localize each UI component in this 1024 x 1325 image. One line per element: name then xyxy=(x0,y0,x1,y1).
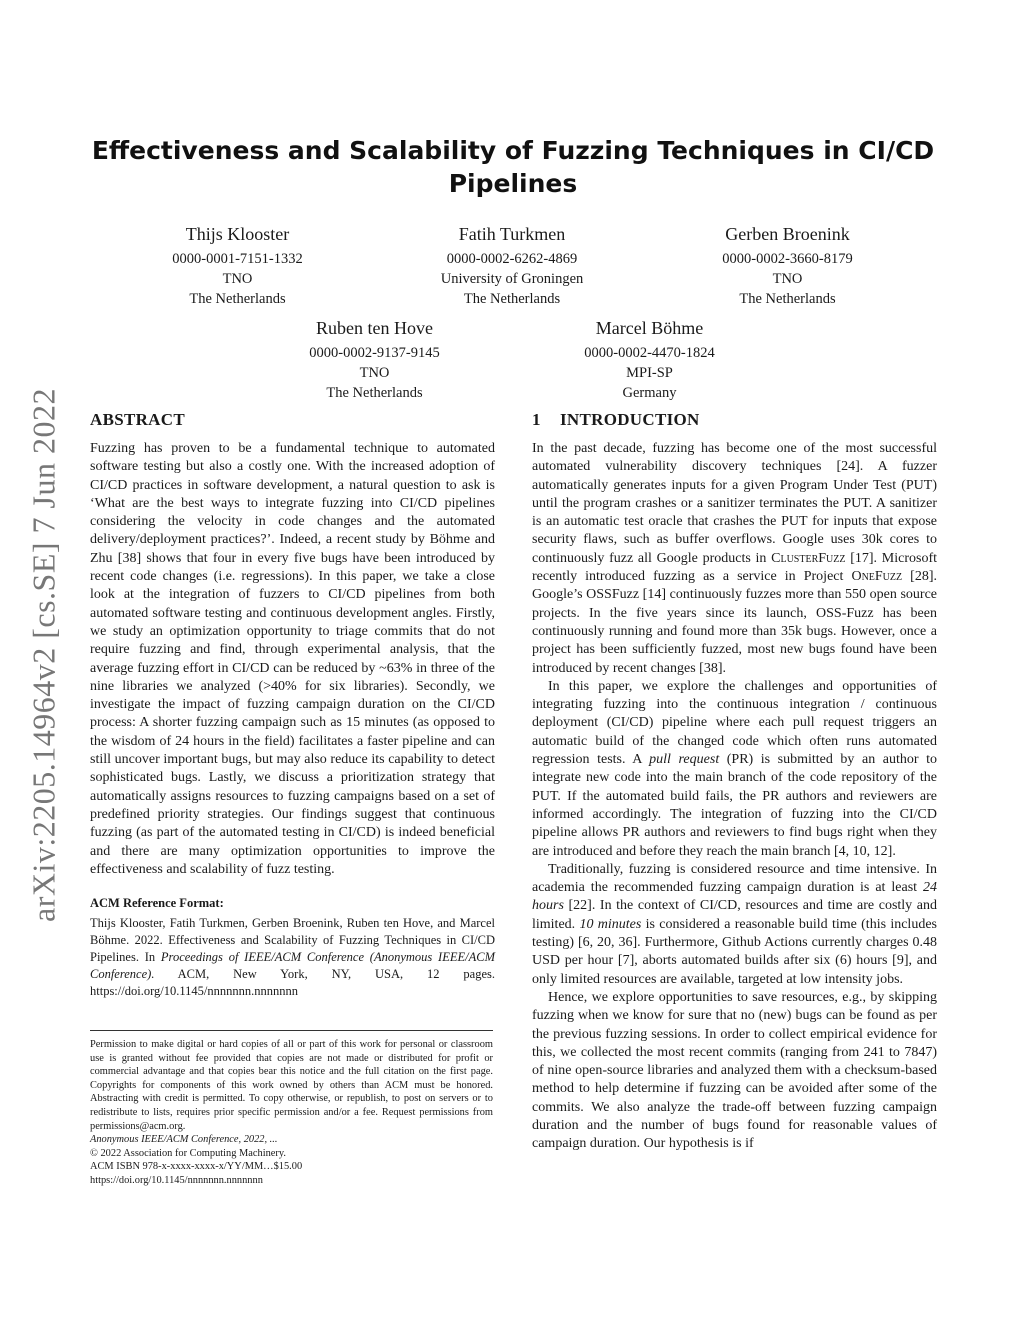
arxiv-identifier: arXiv:2205.14964v2 [cs.SE] 7 Jun 2022 xyxy=(25,387,62,923)
intro-paragraph-1: In the past decade, fuzzing has become one of the most successful automated vulnerability discovery techniques [24]. A fuzzer automatically generates inputs for a given Program Under Test (PUT) until the program crashes or a sanitizer terminates the PUT. A sanitizer is an automatic test oracle that crashes the PUT for inputs that expose security flaws, such as buffer overflows. Google uses 30k cores to continuously fuzz all Google products in ClusterFuzz [17]. Microsoft recently introduced fuzzing as a service in Project OneFuzz [28]. Google’s OSSFuzz [14] continuously fuzzes more than 550 open source projects. In the five years since its launch, OSS-Fuzz has been continuously running and found more than 35k bugs. However, once a project has been sufficiently fuzzed, most new bugs found have been introduced by recent changes [38]. xyxy=(532,441,938,676)
author-country: The Netherlands xyxy=(326,385,423,401)
doi-line: https://doi.org/10.1145/nnnnnnn.nnnnnnn xyxy=(90,1174,263,1186)
paper-title: Effectiveness and Scalability of Fuzzing Techniques in CI/CD Pipelines xyxy=(91,136,935,198)
left-column xyxy=(90,410,495,1000)
introduction-heading: 1 INTRODUCTION xyxy=(532,410,700,429)
author-block xyxy=(150,219,325,309)
intro-paragraph-3: Traditionally, fuzzing is considered resource and time intensive. In academia the recommended fuzzing campaign duration is at least 24 hours [22]. In the context of CI/CD, resources and time are costly and limited. 10 minutes is considered a reasonable build time (this includes testing) [6, 20, 36]. Furthermore, Github Actions currently charges 0.48 USD per hour [7], aborts automated builds after six (6) hours [9], and only limited resources are available, targeted at low intensity jobs. xyxy=(532,861,937,987)
arxiv-sidebar xyxy=(22,375,66,935)
right-column xyxy=(532,410,937,1154)
acm-reference-heading: ACM Reference Format: xyxy=(90,896,224,911)
author-orcid: 0000-0001-7151-1332 xyxy=(172,251,303,267)
footnote-rule xyxy=(90,1030,493,1031)
author-affiliation: TNO xyxy=(359,365,390,381)
conference-line: Anonymous IEEE/ACM Conference, 2022, ... xyxy=(90,1134,278,1146)
author-affiliation: TNO xyxy=(222,271,253,287)
author-country: The Netherlands xyxy=(739,291,836,307)
author-country: The Netherlands xyxy=(463,291,561,307)
author-block xyxy=(287,313,462,403)
abstract-text: Fuzzing has proven to be a fundamental technique to automated software testing but also a costly one. With the increased adoption of CI/CD practices in software development, a natural question to ask is ‘What are the best ways to integrate fuzzing into CI/CD pipelines considering the velocity in code changes and the automated delivery/deployment practices?’. Indeed, a recent study by Böhme and Zhu [38] shows that four in every five bugs have been introduced by recent code changes (i.e. regressions). In this paper, we take a close look at the integration of fuzzers to CI/CD pipelines from both automated software testing and continuous development angles. Firstly, we study an optimization opportunity to triage commits that do not require fuzzing and find, through experimental analysis, that the average fuzzing effort in CI/CD can be reduced by ~63% in three of the nine libraries we analyzed (>40% for six libraries). Secondly, we investigate the impact of fuzzing campaign duration on the CI/CD process: A shorter fuzzing campaign such as 15 minutes (as opposed to the wisdom of 24 hours in the field) facilitates a faster pipeline and can still uncover important bugs, but may also reduce its capability to detect sophisticated bugs. Lastly, we discuss a prioritization strategy that automatically assigns resources to fuzzing campaigns based on a set of predefined priority strategies. Our findings suggest that continuous fuzzing (as part of the automated testing in CI/CD) is indeed beneficial and there are many optimization opportunities to improve the effectiveness and scalability of fuzz testing. xyxy=(90,441,495,877)
author-name: Gerben Broenink xyxy=(725,224,850,244)
author-country: Germany xyxy=(622,385,677,401)
author-name: Fatih Turkmen xyxy=(458,224,566,244)
acm-reference-text: Thijs Klooster, Fatih Turkmen, Gerben Broenink, Ruben ten Hove, and Marcel Böhme. 2022. Effectiveness and Scalability of Fuzzing Techniques in CI/CD Pipelines. In Proceedings of IEEE/ACM Conference (Anonymous IEEE/ACM Conference). ACM, New York, NY, USA, 12 pages. https://doi.org/10.1145/nnnnnnn.nnnnnnn xyxy=(90,916,495,999)
author-orcid: 0000-0002-9137-9145 xyxy=(309,345,440,361)
abstract-heading: ABSTRACT xyxy=(90,410,185,429)
author-orcid: 0000-0002-4470-1824 xyxy=(584,345,715,361)
copyright-line: © 2022 Association for Computing Machinery. xyxy=(90,1147,286,1159)
author-block xyxy=(700,219,875,309)
author-block xyxy=(412,219,612,309)
author-name: Thijs Klooster xyxy=(185,224,290,244)
author-affiliation: TNO xyxy=(772,271,803,287)
permission-text: Permission to make digital or hard copies of all or part of this work for personal or classroom use is granted without fee provided that copies are not made or distributed for profit or commercial advantage and that copies bear this notice and the full citation on the first page. Copyrights for components of this work owned by others than ACM must be honored. Abstracting with credit is permitted. To copy otherwise, or republish, to post on servers or to redistribute to lists, requires prior specific permission and/or a fee. Request permissions from permissions@acm.org. xyxy=(90,1039,493,1132)
author-country: The Netherlands xyxy=(189,291,286,307)
intro-paragraph-2: In this paper, we explore the challenges and opportunities of integrating fuzzing into the continuous integration / continuous deployment (CI/CD) pipeline where each pull request triggers an automatic build of the changed code which often runs automated regression tests. A pull request (PR) is submitted by an author to integrate new code into the main branch of the code repository of the PUT. If the automated build fails, the PR authors and reviewers are informed accordingly. The integration of fuzzing into the CI/CD pipeline allows PR authors and reviewers to find bugs right when they are introduced and before they reach the main branch [4, 10, 12]. xyxy=(532,678,937,859)
permission-footnote xyxy=(90,1038,493,1188)
isbn-line: ACM ISBN 978-x-xxxx-xxxx-x/YY/MM…$15.00 xyxy=(90,1161,303,1173)
author-orcid: 0000-0002-6262-4869 xyxy=(446,251,578,267)
intro-paragraph-4: Hence, we explore opportunities to save resources, e.g., by skipping fuzzing when we know for sure that no (new) bugs can be found as per the previous fuzzing sessions. In order to collect empirical evidence for this, we collected the most recent commits (ranging from 241 to 7847) of nine open-source libraries and analyzed them with a checksum-based method to help determine if fuzzing can be avoided after some of the commits. We also analyze the trade-off between fuzzing campaign duration and the number of bugs found for reasonable values of campaign duration. Our hypothesis is if xyxy=(532,989,937,1152)
author-affiliation: MPI-SP xyxy=(626,365,673,381)
author-name: Ruben ten Hove xyxy=(316,318,433,338)
author-name: Marcel Böhme xyxy=(595,318,704,338)
author-affiliation: University of Groningen xyxy=(440,271,584,287)
author-block xyxy=(562,313,737,403)
author-orcid: 0000-0002-3660-8179 xyxy=(722,251,853,267)
